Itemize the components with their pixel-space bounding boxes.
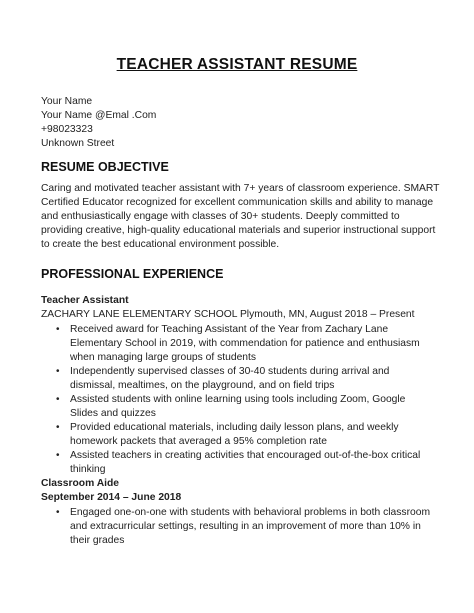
objective-text: Caring and motivated teacher assistant with 7+ years of classroom experience. SMART Certified Educator recognized for excellent communication skills and ability to manage and enthusiastically engage with classes of 30+ students. Deeply committed to providing creative, high-quality educational materials and superior instructional support to create the best educational environment possible. [41,183,440,250]
bullet-text: Provided educational materials, including daily lesson plans, and weekly homework packets that averaged a 95% completion rate [70,422,399,447]
list-item [56,506,431,548]
contact-name: Your Name [41,96,93,107]
contact-phone: +98023323 [41,124,93,135]
bullet-icon: • [56,422,60,433]
objective-heading: RESUME OBJECTIVE [41,160,169,174]
bullet-text: Independently supervised classes of 30-40 students during arrival and dismissal, mealtimes, on the playground, and on field trips [70,366,390,391]
job-1-bullet-list [56,323,431,477]
job-2-role: Classroom Aide [41,478,120,489]
list-item [56,393,431,421]
contact-block [41,95,156,151]
bullet-icon: • [56,324,60,335]
experience-heading: PROFESSIONAL EXPERIENCE [41,267,224,281]
job-2-bullet-list [56,506,431,548]
bullet-icon: • [56,507,60,518]
resume-title: TEACHER ASSISTANT RESUME [116,56,358,73]
bullet-text: Assisted teachers in creating activities that encouraged out-of-the-box critical thinking [70,450,421,475]
bullet-icon: • [56,394,60,405]
bullet-text: Assisted students with online learning using tools including Zoom, Google Slides and quizzes [70,394,406,419]
contact-address: Unknown Street [41,138,115,149]
job-1-employer-line: ZACHARY LANE ELEMENTARY SCHOOL Plymouth, MN, August 2018 – Present [41,309,415,320]
job-2-dates: September 2014 – June 2018 [41,492,182,503]
contact-email: Your Name @Emal .Com [41,110,157,121]
bullet-text: Received award for Teaching Assistant of the Year from Zachary Lane Elementary School in 2019, with commendation for patience and enthusiasm when managing large groups of students [70,324,420,363]
bullet-icon: • [56,366,60,377]
bullet-text: Engaged one-on-one with students with behavioral problems in both classroom and extracurricular settings, resulting in an improvement of more than 10% in their grades [70,507,431,546]
list-item [56,421,431,449]
bullet-icon: • [56,450,60,461]
list-item [56,449,431,477]
job-1-role: Teacher Assistant [41,295,129,306]
list-item [56,323,431,365]
list-item [56,365,431,393]
